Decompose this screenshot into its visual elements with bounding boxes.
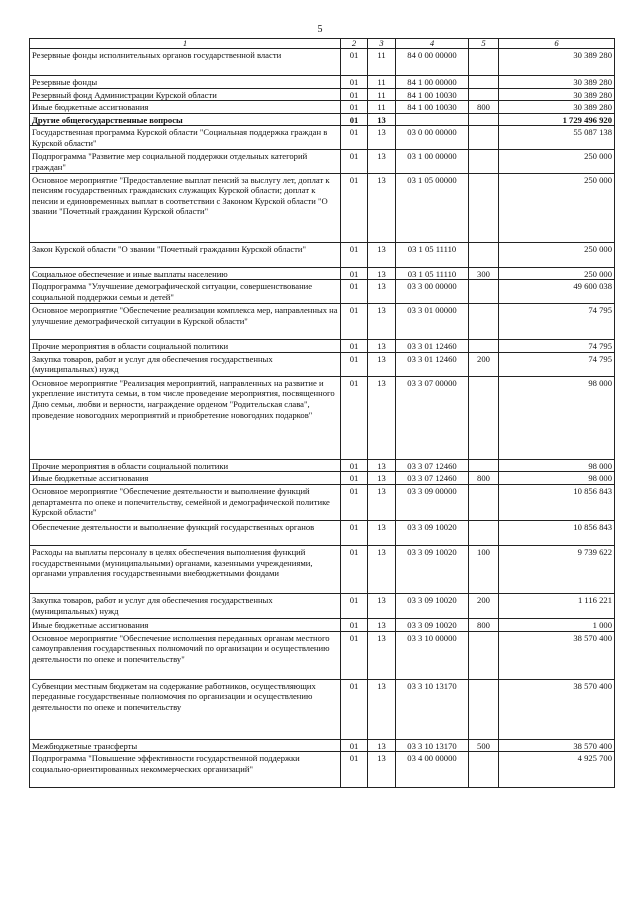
- page-number: 5: [317, 24, 323, 35]
- row-amount: 250 000: [499, 173, 615, 242]
- table-row: [30, 76, 615, 89]
- header-col-2: 2: [341, 39, 368, 49]
- row-amount: 250 000: [499, 242, 615, 267]
- row-subsection: 11: [368, 76, 396, 89]
- row-amount: 30 389 280: [499, 88, 615, 101]
- row-target-code: 84 1 00 10030: [396, 101, 469, 114]
- row-section: 01: [341, 173, 368, 242]
- row-target-code: 03 3 09 10020: [396, 545, 469, 593]
- row-section: 01: [341, 113, 368, 126]
- row-subsection: 13: [368, 593, 396, 618]
- row-target-code: 03 3 01 12460: [396, 352, 469, 376]
- row-amount: 38 570 400: [499, 739, 615, 752]
- table-row: [30, 101, 615, 114]
- row-expense-type: [469, 173, 499, 242]
- table-row: [30, 340, 615, 353]
- row-name: Основное мероприятие "Обеспечение деятельности и выполнение функций департамента по опеке и попечительству, семейной и демографической политике Курской области": [30, 484, 341, 520]
- row-amount: 74 795: [499, 304, 615, 340]
- table-row: [30, 280, 615, 304]
- table-row: [30, 267, 615, 280]
- row-subsection: 11: [368, 101, 396, 114]
- row-subsection: 13: [368, 631, 396, 679]
- row-expense-type: [469, 631, 499, 679]
- row-expense-type: 800: [469, 101, 499, 114]
- budget-table: [29, 38, 615, 788]
- row-target-code: 03 3 01 00000: [396, 304, 469, 340]
- table-row: [30, 150, 615, 173]
- row-name: Прочие мероприятия в области социальной политики: [30, 459, 341, 472]
- row-subsection: 13: [368, 679, 396, 739]
- row-expense-type: 300: [469, 267, 499, 280]
- row-section: 01: [341, 631, 368, 679]
- row-target-code: 03 3 10 00000: [396, 631, 469, 679]
- row-section: 01: [341, 267, 368, 280]
- row-amount: 4 925 700: [499, 752, 615, 788]
- row-target-code: 03 3 07 12460: [396, 459, 469, 472]
- row-section: 01: [341, 679, 368, 739]
- row-target-code: 84 0 00 00000: [396, 49, 469, 76]
- row-name: Основное мероприятие "Реализация мероприятий, направленных на развитие и укрепление института семьи, в том числе проведение мероприятия, посвященного Дню семьи, любви и верности, награждение орденом "Родительская слава", проведение новогодних мероприятий и приобретение новогодних подарков": [30, 376, 341, 459]
- table-row: [30, 113, 615, 126]
- row-section: 01: [341, 88, 368, 101]
- row-name: Подпрограмма "Улучшение демографической ситуации, совершенствование социальной поддержки семьи и детей": [30, 280, 341, 304]
- table-row: [30, 520, 615, 545]
- row-expense-type: 500: [469, 739, 499, 752]
- row-target-code: 03 3 01 12460: [396, 340, 469, 353]
- row-target-code: 84 1 00 00000: [396, 76, 469, 89]
- row-name: Подпрограмма "Развитие мер социальной поддержки отдельных категорий граждан": [30, 150, 341, 173]
- row-subsection: 13: [368, 352, 396, 376]
- row-name: Подпрограмма "Повышение эффективности государственной поддержки социально-ориентированных некоммерческих организаций": [30, 752, 341, 788]
- row-subsection: 13: [368, 173, 396, 242]
- row-section: 01: [341, 101, 368, 114]
- row-section: 01: [341, 352, 368, 376]
- row-target-code: 03 4 00 00000: [396, 752, 469, 788]
- row-subsection: 13: [368, 376, 396, 459]
- row-target-code: 03 3 10 13170: [396, 739, 469, 752]
- row-expense-type: [469, 459, 499, 472]
- row-section: 01: [341, 752, 368, 788]
- header-col-3: 3: [368, 39, 396, 49]
- row-target-code: 03 3 09 10020: [396, 520, 469, 545]
- row-subsection: 13: [368, 280, 396, 304]
- row-target-code: 03 3 09 00000: [396, 484, 469, 520]
- row-expense-type: [469, 126, 499, 150]
- row-target-code: 03 3 09 10020: [396, 593, 469, 618]
- table-row: [30, 376, 615, 459]
- row-name: Субвенции местным бюджетам на содержание работников, осуществляющих переданные государственные полномочия по организации и осуществлению деятельности по опеке и попечительству: [30, 679, 341, 739]
- row-expense-type: [469, 76, 499, 89]
- row-amount: 30 389 280: [499, 101, 615, 114]
- row-section: 01: [341, 49, 368, 76]
- row-amount: 1 729 496 920: [499, 113, 615, 126]
- row-section: 01: [341, 126, 368, 150]
- row-name: Основное мероприятие "Предоставление выплат пенсий за выслугу лет, доплат к пенсиям государственных гражданских служащих Курской области; доплат к пенсии и единовременных выплат в соответствии с Законом Курской области "О звании "Почетный гражданин Курской области": [30, 173, 341, 242]
- row-amount: 98 000: [499, 459, 615, 472]
- row-subsection: 13: [368, 618, 396, 631]
- row-section: 01: [341, 242, 368, 267]
- row-target-code: 03 1 05 11110: [396, 267, 469, 280]
- row-amount: 74 795: [499, 340, 615, 353]
- row-expense-type: [469, 49, 499, 76]
- row-name: Другие общегосударственные вопросы: [30, 113, 341, 126]
- row-target-code: 84 1 00 10030: [396, 88, 469, 101]
- table-row: [30, 631, 615, 679]
- row-subsection: 13: [368, 267, 396, 280]
- row-subsection: 13: [368, 113, 396, 126]
- row-subsection: 13: [368, 472, 396, 485]
- row-amount: 38 570 400: [499, 631, 615, 679]
- row-subsection: 13: [368, 545, 396, 593]
- row-target-code: 03 3 09 10020: [396, 618, 469, 631]
- table-row: [30, 242, 615, 267]
- row-target-code: 03 3 10 13170: [396, 679, 469, 739]
- row-target-code: 03 0 00 00000: [396, 126, 469, 150]
- row-section: 01: [341, 459, 368, 472]
- row-section: 01: [341, 545, 368, 593]
- table-row: [30, 173, 615, 242]
- row-name: Резервные фонды: [30, 76, 341, 89]
- row-subsection: 13: [368, 242, 396, 267]
- row-name: Закон Курской области "О звании "Почетный гражданин Курской области": [30, 242, 341, 267]
- row-section: 01: [341, 76, 368, 89]
- row-expense-type: 800: [469, 618, 499, 631]
- row-name: Резервные фонды исполнительных органов государственной власти: [30, 49, 341, 76]
- row-expense-type: [469, 113, 499, 126]
- header-col-4: 4: [396, 39, 469, 49]
- row-section: 01: [341, 593, 368, 618]
- row-subsection: 11: [368, 88, 396, 101]
- row-amount: 30 389 280: [499, 76, 615, 89]
- row-section: 01: [341, 280, 368, 304]
- row-subsection: 13: [368, 752, 396, 788]
- row-name: Иные бюджетные ассигнования: [30, 101, 341, 114]
- row-expense-type: [469, 679, 499, 739]
- table-row: [30, 679, 615, 739]
- row-amount: 30 389 280: [499, 49, 615, 76]
- row-name: Государственная программа Курской области "Социальная поддержка граждан в Курской области": [30, 126, 341, 150]
- row-target-code: 03 1 00 00000: [396, 150, 469, 173]
- table-row: [30, 304, 615, 340]
- row-section: 01: [341, 484, 368, 520]
- table-row: [30, 88, 615, 101]
- row-subsection: 13: [368, 150, 396, 173]
- row-amount: 98 000: [499, 472, 615, 485]
- row-name: Основное мероприятие "Обеспечение реализации комплекса мер, направленных на улучшение демографической ситуации в Курской области": [30, 304, 341, 340]
- row-subsection: 13: [368, 739, 396, 752]
- row-expense-type: [469, 484, 499, 520]
- row-expense-type: [469, 242, 499, 267]
- table-row: [30, 49, 615, 76]
- row-expense-type: [469, 752, 499, 788]
- row-expense-type: [469, 150, 499, 173]
- row-section: 01: [341, 520, 368, 545]
- table-row: [30, 752, 615, 788]
- table-row: [30, 593, 615, 618]
- row-name: Резервный фонд Администрации Курской области: [30, 88, 341, 101]
- row-amount: 55 087 138: [499, 126, 615, 150]
- row-expense-type: [469, 304, 499, 340]
- row-name: Основное мероприятие "Обеспечение исполнения переданных органам местного самоуправления государственных полномочий по организации и осуществлению деятельности по опеке и попечительству": [30, 631, 341, 679]
- table-row: [30, 618, 615, 631]
- row-amount: 9 739 622: [499, 545, 615, 593]
- row-expense-type: 200: [469, 593, 499, 618]
- row-subsection: 13: [368, 340, 396, 353]
- row-subsection: 13: [368, 520, 396, 545]
- row-amount: 38 570 400: [499, 679, 615, 739]
- table-row: [30, 739, 615, 752]
- row-section: 01: [341, 618, 368, 631]
- row-subsection: 11: [368, 49, 396, 76]
- row-name: Иные бюджетные ассигнования: [30, 618, 341, 631]
- row-subsection: 13: [368, 459, 396, 472]
- table-row: [30, 545, 615, 593]
- table-header-row: [30, 39, 615, 49]
- row-expense-type: [469, 520, 499, 545]
- table-row: [30, 352, 615, 376]
- table-row: [30, 459, 615, 472]
- table-row: [30, 472, 615, 485]
- row-target-code: 03 3 00 00000: [396, 280, 469, 304]
- row-name: Обеспечение деятельности и выполнение функций государственных органов: [30, 520, 341, 545]
- row-name: Закупка товаров, работ и услуг для обеспечения государственных (муниципальных) нужд: [30, 352, 341, 376]
- header-col-6: 6: [499, 39, 615, 49]
- row-target-code: 03 3 07 12460: [396, 472, 469, 485]
- row-section: 01: [341, 150, 368, 173]
- row-expense-type: 200: [469, 352, 499, 376]
- row-subsection: 13: [368, 304, 396, 340]
- row-name: Социальное обеспечение и иные выплаты населению: [30, 267, 341, 280]
- row-section: 01: [341, 739, 368, 752]
- row-amount: 250 000: [499, 267, 615, 280]
- row-expense-type: [469, 280, 499, 304]
- table-body: [30, 49, 615, 788]
- row-expense-type: [469, 340, 499, 353]
- row-section: 01: [341, 340, 368, 353]
- row-name: Прочие мероприятия в области социальной политики: [30, 340, 341, 353]
- row-amount: 10 856 843: [499, 520, 615, 545]
- header-col-5: 5: [469, 39, 499, 49]
- row-target-code: [396, 113, 469, 126]
- row-amount: 1 000: [499, 618, 615, 631]
- row-subsection: 13: [368, 484, 396, 520]
- row-section: 01: [341, 376, 368, 459]
- row-target-code: 03 1 05 11110: [396, 242, 469, 267]
- row-name: Расходы на выплаты персоналу в целях обеспечения выполнения функций государственными (муниципальными) органами, казенными учреждениями, органами управления государственными внебюджетными фондами: [30, 545, 341, 593]
- row-expense-type: 800: [469, 472, 499, 485]
- row-target-code: 03 3 07 00000: [396, 376, 469, 459]
- row-amount: 98 000: [499, 376, 615, 459]
- row-amount: 250 000: [499, 150, 615, 173]
- table-row: [30, 484, 615, 520]
- row-expense-type: [469, 88, 499, 101]
- row-name: Иные бюджетные ассигнования: [30, 472, 341, 485]
- row-name: Межбюджетные трансферты: [30, 739, 341, 752]
- table-row: [30, 126, 615, 150]
- row-amount: 49 600 038: [499, 280, 615, 304]
- row-section: 01: [341, 472, 368, 485]
- row-name: Закупка товаров, работ и услуг для обеспечения государственных (муниципальных) нужд: [30, 593, 341, 618]
- row-subsection: 13: [368, 126, 396, 150]
- row-expense-type: 100: [469, 545, 499, 593]
- header-col-1: 1: [30, 39, 341, 49]
- row-amount: 10 856 843: [499, 484, 615, 520]
- row-amount: 74 795: [499, 352, 615, 376]
- row-section: 01: [341, 304, 368, 340]
- row-target-code: 03 1 05 00000: [396, 173, 469, 242]
- row-amount: 1 116 221: [499, 593, 615, 618]
- row-expense-type: [469, 376, 499, 459]
